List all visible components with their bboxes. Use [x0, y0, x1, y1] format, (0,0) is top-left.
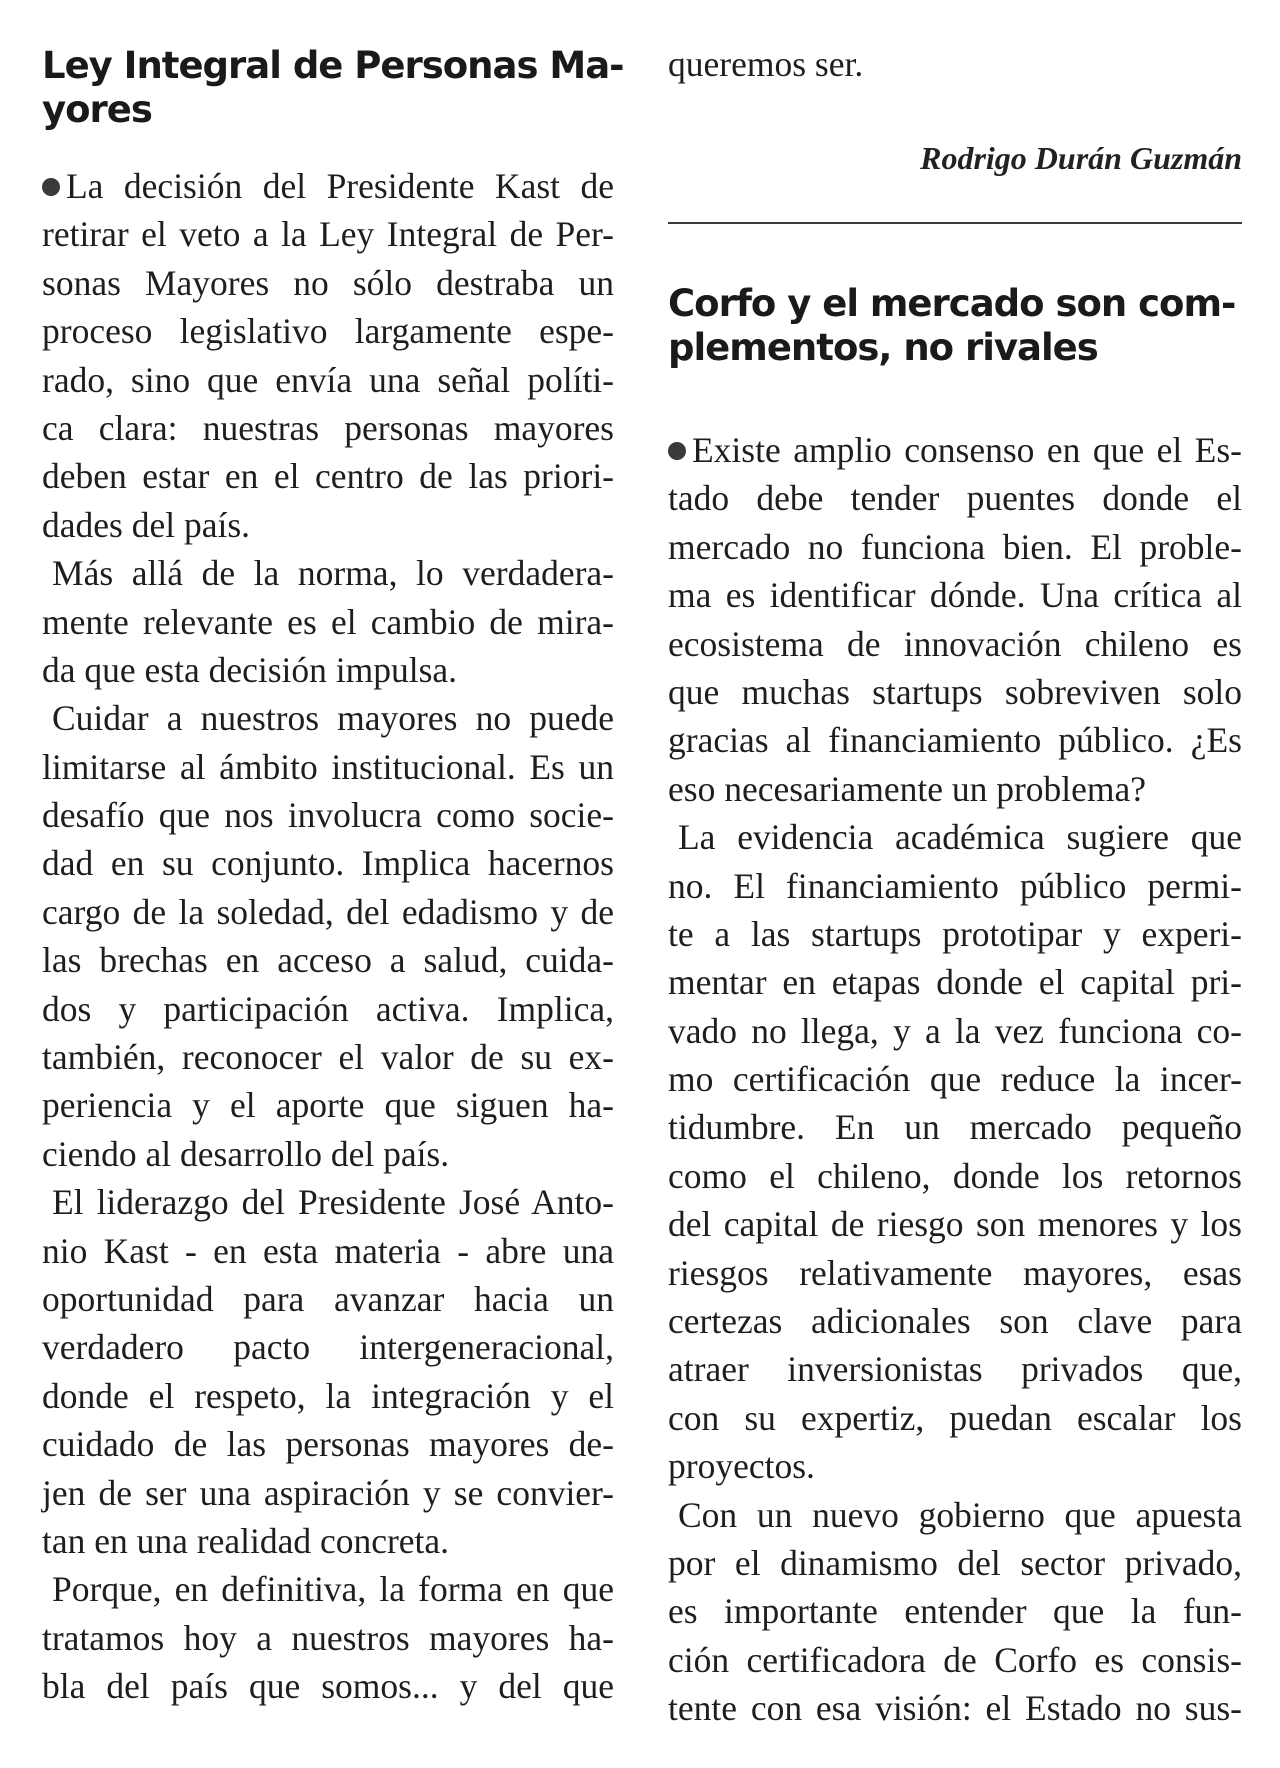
headline-line: yores [42, 88, 152, 131]
text-line: ciendo al desarrollo del país. [42, 1133, 450, 1174]
headline-line: Ley Integral de Personas Ma- [42, 44, 624, 87]
text-line: nio Kast - en esta materia - abre una [42, 1230, 614, 1271]
text-line: donde el respeto, la integración y el [42, 1375, 614, 1416]
text-line: deben estar en el centro de las priori- [42, 456, 614, 497]
text-line: mentar en etapas donde el capital pri- [668, 962, 1242, 1003]
text-line: las brechas en acceso a salud, cuida- [42, 940, 614, 981]
paragraph [42, 162, 614, 549]
text-line: limitarse al ámbito institucional. Es un [42, 746, 614, 787]
text-line: dad en su conjunto. Implica hacernos [42, 843, 614, 884]
paragraph [42, 694, 614, 1178]
text-line: cargo de la soledad, del edadismo y de [42, 891, 614, 932]
text-line: que muchas startups sobreviven solo [668, 671, 1242, 712]
text-line: como el chileno, donde los retornos [668, 1155, 1242, 1196]
text-line: por el dinamismo del sector privado, [668, 1542, 1242, 1583]
text-line: rado, sino que envía una señal políti- [42, 359, 614, 400]
paragraph [668, 1491, 1242, 1733]
paragraph [42, 1178, 614, 1565]
text-line: desafío que nos involucra como socie- [42, 795, 614, 836]
article-headline [42, 44, 624, 132]
text-line: también, reconocer el valor de su ex- [42, 1037, 614, 1078]
text-line: retirar el veto a la Ley Integral de Per- [42, 214, 614, 255]
text-line: Existe amplio consenso en que el Es- [668, 426, 1242, 474]
text-line: ca clara: nuestras personas mayores [42, 407, 614, 448]
text-line: tente con esa visión: el Estado no sus- [668, 1688, 1242, 1729]
text-line: tratamos hoy a nuestros mayores ha- [42, 1617, 614, 1658]
text-line: atraer inversionistas privados que, [668, 1349, 1242, 1390]
text-line: La decisión del Presidente Kast de [42, 162, 614, 210]
text-line: queremos ser. [668, 44, 864, 84]
text-line: tan en una realidad concreta. [42, 1520, 450, 1561]
paragraph [42, 549, 614, 694]
text-line: Más allá de la norma, lo verdadera- [52, 553, 614, 594]
text-line: La evidencia académica sugiere que [678, 817, 1242, 858]
paragraph [42, 1565, 614, 1710]
paragraph [668, 813, 1242, 1490]
text-line: ción certificadora de Corfo es consis- [668, 1639, 1242, 1680]
text-line: no. El financiamiento público permi- [668, 865, 1242, 906]
text-line: jen de ser una aspiración y se convier- [42, 1472, 614, 1513]
text-line: dades del país. [42, 504, 251, 545]
text-line: te a las startups prototipar y experi- [668, 913, 1242, 954]
text-line: bla del país que somos... y del que [42, 1666, 614, 1707]
text-line: verdadero pacto intergeneracional, [42, 1327, 614, 1368]
text-line: del capital de riesgo son menores y los [668, 1204, 1242, 1245]
text-line: con su expertiz, puedan escalar los [668, 1397, 1242, 1438]
text-line: gracias al financiamiento público. ¿Es [668, 720, 1242, 761]
paragraph [668, 426, 1242, 813]
text-line: vado no llega, y a la vez funciona co- [668, 1010, 1242, 1051]
text-line: El liderazgo del Presidente José Anto- [52, 1182, 614, 1223]
text-line: ecosistema de innovación chileno es [668, 623, 1242, 664]
article-headline [668, 282, 1242, 370]
text-line: certezas adicionales son clave para [668, 1301, 1242, 1342]
text-line: cuidado de las personas mayores de- [42, 1424, 614, 1465]
text-line: mo certificación que reduce la incer- [668, 1059, 1242, 1100]
text-line: es importante entender que la fun- [668, 1591, 1242, 1632]
article-body [42, 162, 614, 1711]
text-line: Cuidar a nuestros mayores no puede [52, 698, 614, 739]
text-line: mente relevante es el cambio de mira- [42, 601, 614, 642]
bullet-icon [42, 178, 60, 196]
headline-line: plementos, no rivales [668, 326, 1098, 369]
headline-line: Corfo y el mercado son com- [668, 282, 1236, 325]
previous-article-ending [668, 40, 1242, 88]
text-line: riesgos relativamente mayores, esas [668, 1252, 1242, 1293]
text-line: proceso legislativo largamente espe- [42, 311, 614, 352]
text-line: dos y participación activa. Implica, [42, 988, 614, 1029]
text-line: sonas Mayores no sólo destraba un [42, 262, 614, 303]
text-line: proyectos. [668, 1446, 815, 1487]
text-line: oportunidad para avanzar hacia un [42, 1278, 614, 1319]
text-line: da que esta decisión impulsa. [42, 649, 458, 690]
article-body [668, 426, 1242, 1733]
text-line: ma es identificar dónde. Una crítica al [668, 575, 1242, 616]
author-signature: Rodrigo Durán Guzmán [920, 140, 1242, 176]
text-line: tidumbre. En un mercado pequeño [668, 1107, 1242, 1148]
bullet-icon [668, 442, 686, 460]
text-line: Porque, en definitiva, la forma en que [52, 1569, 614, 1610]
text-line: tado debe tender puentes donde el [668, 478, 1242, 519]
text-line: periencia y el aporte que siguen ha- [42, 1085, 614, 1126]
text-line: mercado no funciona bien. El proble- [668, 526, 1242, 567]
text-line: eso necesariamente un problema? [668, 768, 1147, 809]
section-divider [668, 222, 1242, 224]
text-line: Con un nuevo gobierno que apuesta [678, 1494, 1242, 1535]
